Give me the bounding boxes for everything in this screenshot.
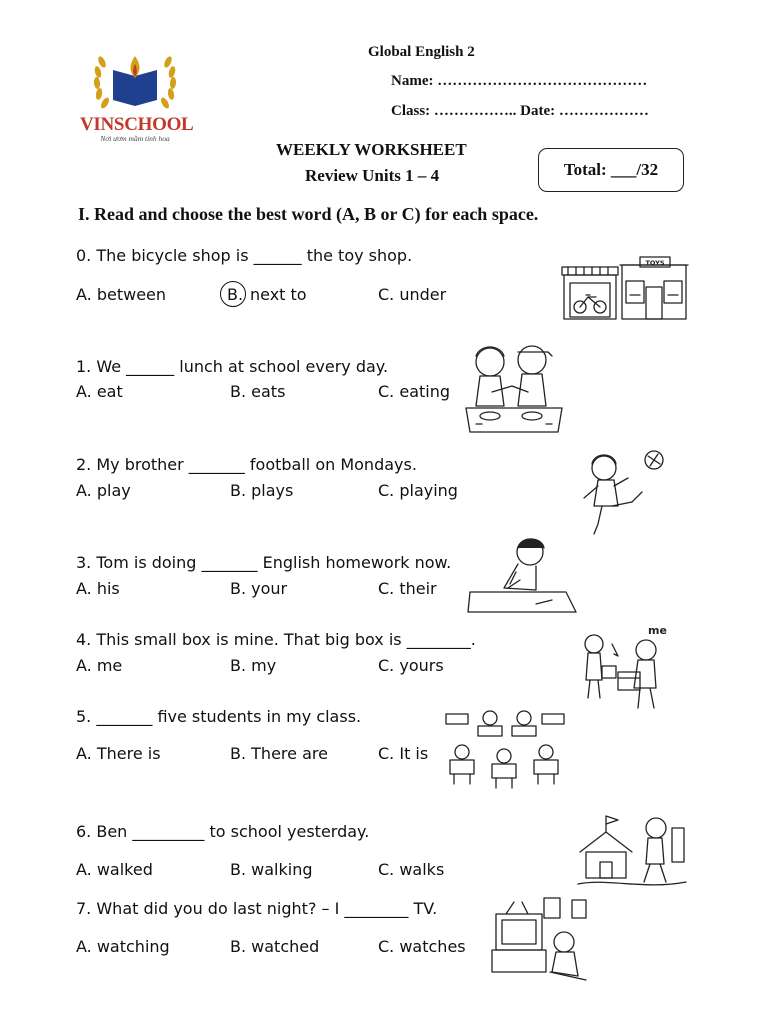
question-5-option-b: B. There are	[230, 744, 328, 763]
question-1-stem: 1. We ______ lunch at school every day.	[76, 357, 389, 376]
question-4-option-c: C. yours	[378, 656, 444, 675]
logo-text: VINSCHOOL	[80, 114, 194, 135]
shop-icon	[560, 255, 692, 323]
total-score-label: Total: ___/32	[563, 160, 659, 179]
worksheet-subtitle: Review Units 1 – 4	[305, 166, 440, 185]
homework-boy-icon	[464, 534, 580, 616]
football-boy-icon	[580, 444, 670, 540]
course-name: Global English 2	[368, 44, 475, 60]
question-2-stem: 2. My brother _______ football on Mondays.	[76, 455, 417, 474]
question-7-option-b: B. watched	[230, 937, 320, 956]
laurel-book-icon	[80, 48, 190, 114]
question-6-option-a: A. walked	[76, 860, 153, 879]
question-3-stem: 3. Tom is doing _______ English homework now.	[76, 553, 452, 572]
name-line: Name: ……………………………………	[391, 73, 648, 89]
question-5-option-a: A. There is	[76, 744, 161, 763]
question-5-stem: 5. _______ five students in my class.	[76, 707, 362, 726]
question-4-option-b: B. my	[230, 656, 277, 675]
question-0-option-b-letter: B.	[227, 285, 244, 304]
toy-shop-sign: TOYS	[645, 259, 665, 267]
question-4-option-a: A. me	[76, 656, 123, 675]
question-1-option-b: B. eats	[230, 382, 286, 401]
question-3-option-c: C. their	[378, 579, 437, 598]
question-7-option-c: C. watches	[378, 937, 466, 956]
question-0-option-a: A. between	[76, 285, 167, 304]
question-7-stem: 7. What did you do last night? – I ________ TV.	[76, 899, 438, 918]
children-eating-icon	[462, 336, 566, 436]
boxes-kids-icon	[576, 622, 672, 714]
question-0-option-c: C. under	[378, 285, 447, 304]
question-5-option-c: C. It is	[378, 744, 429, 763]
question-1-option-a: A. eat	[76, 382, 123, 401]
question-2-option-a: A. play	[76, 481, 131, 500]
question-0-stem: 0. The bicycle shop is ______ the toy shop.	[76, 246, 413, 265]
worksheet-title: WEEKLY WORKSHEET	[276, 140, 467, 159]
question-0-option-b-text: next to	[250, 285, 307, 304]
total-score-box	[538, 148, 684, 192]
section-title: I. Read and choose the best word (A, B or C) for each space.	[78, 204, 539, 224]
question-6-option-c: C. walks	[378, 860, 445, 879]
question-1-option-c: C. eating	[378, 382, 451, 401]
question-3-option-b: B. your	[230, 579, 288, 598]
question-4-stem: 4. This small box is mine. That big box is ________.	[76, 630, 476, 649]
class-date-line: Class: …………….. Date: ………………	[391, 103, 649, 119]
picture-label-me: me	[648, 624, 667, 637]
classroom-icon	[444, 706, 566, 790]
walking-boy-icon	[576, 806, 688, 890]
school-logo	[80, 48, 194, 148]
question-6-stem: 6. Ben _________ to school yesterday.	[76, 822, 370, 841]
question-3-option-a: A. his	[76, 579, 120, 598]
logo-tagline: Nơi ươm mầm tinh hoa	[100, 134, 170, 143]
question-7-option-a: A. watching	[76, 937, 170, 956]
tv-boy-icon	[488, 894, 592, 984]
question-2-option-c: C. playing	[378, 481, 458, 500]
question-2-option-b: B. plays	[230, 481, 294, 500]
question-6-option-b: B. walking	[230, 860, 313, 879]
